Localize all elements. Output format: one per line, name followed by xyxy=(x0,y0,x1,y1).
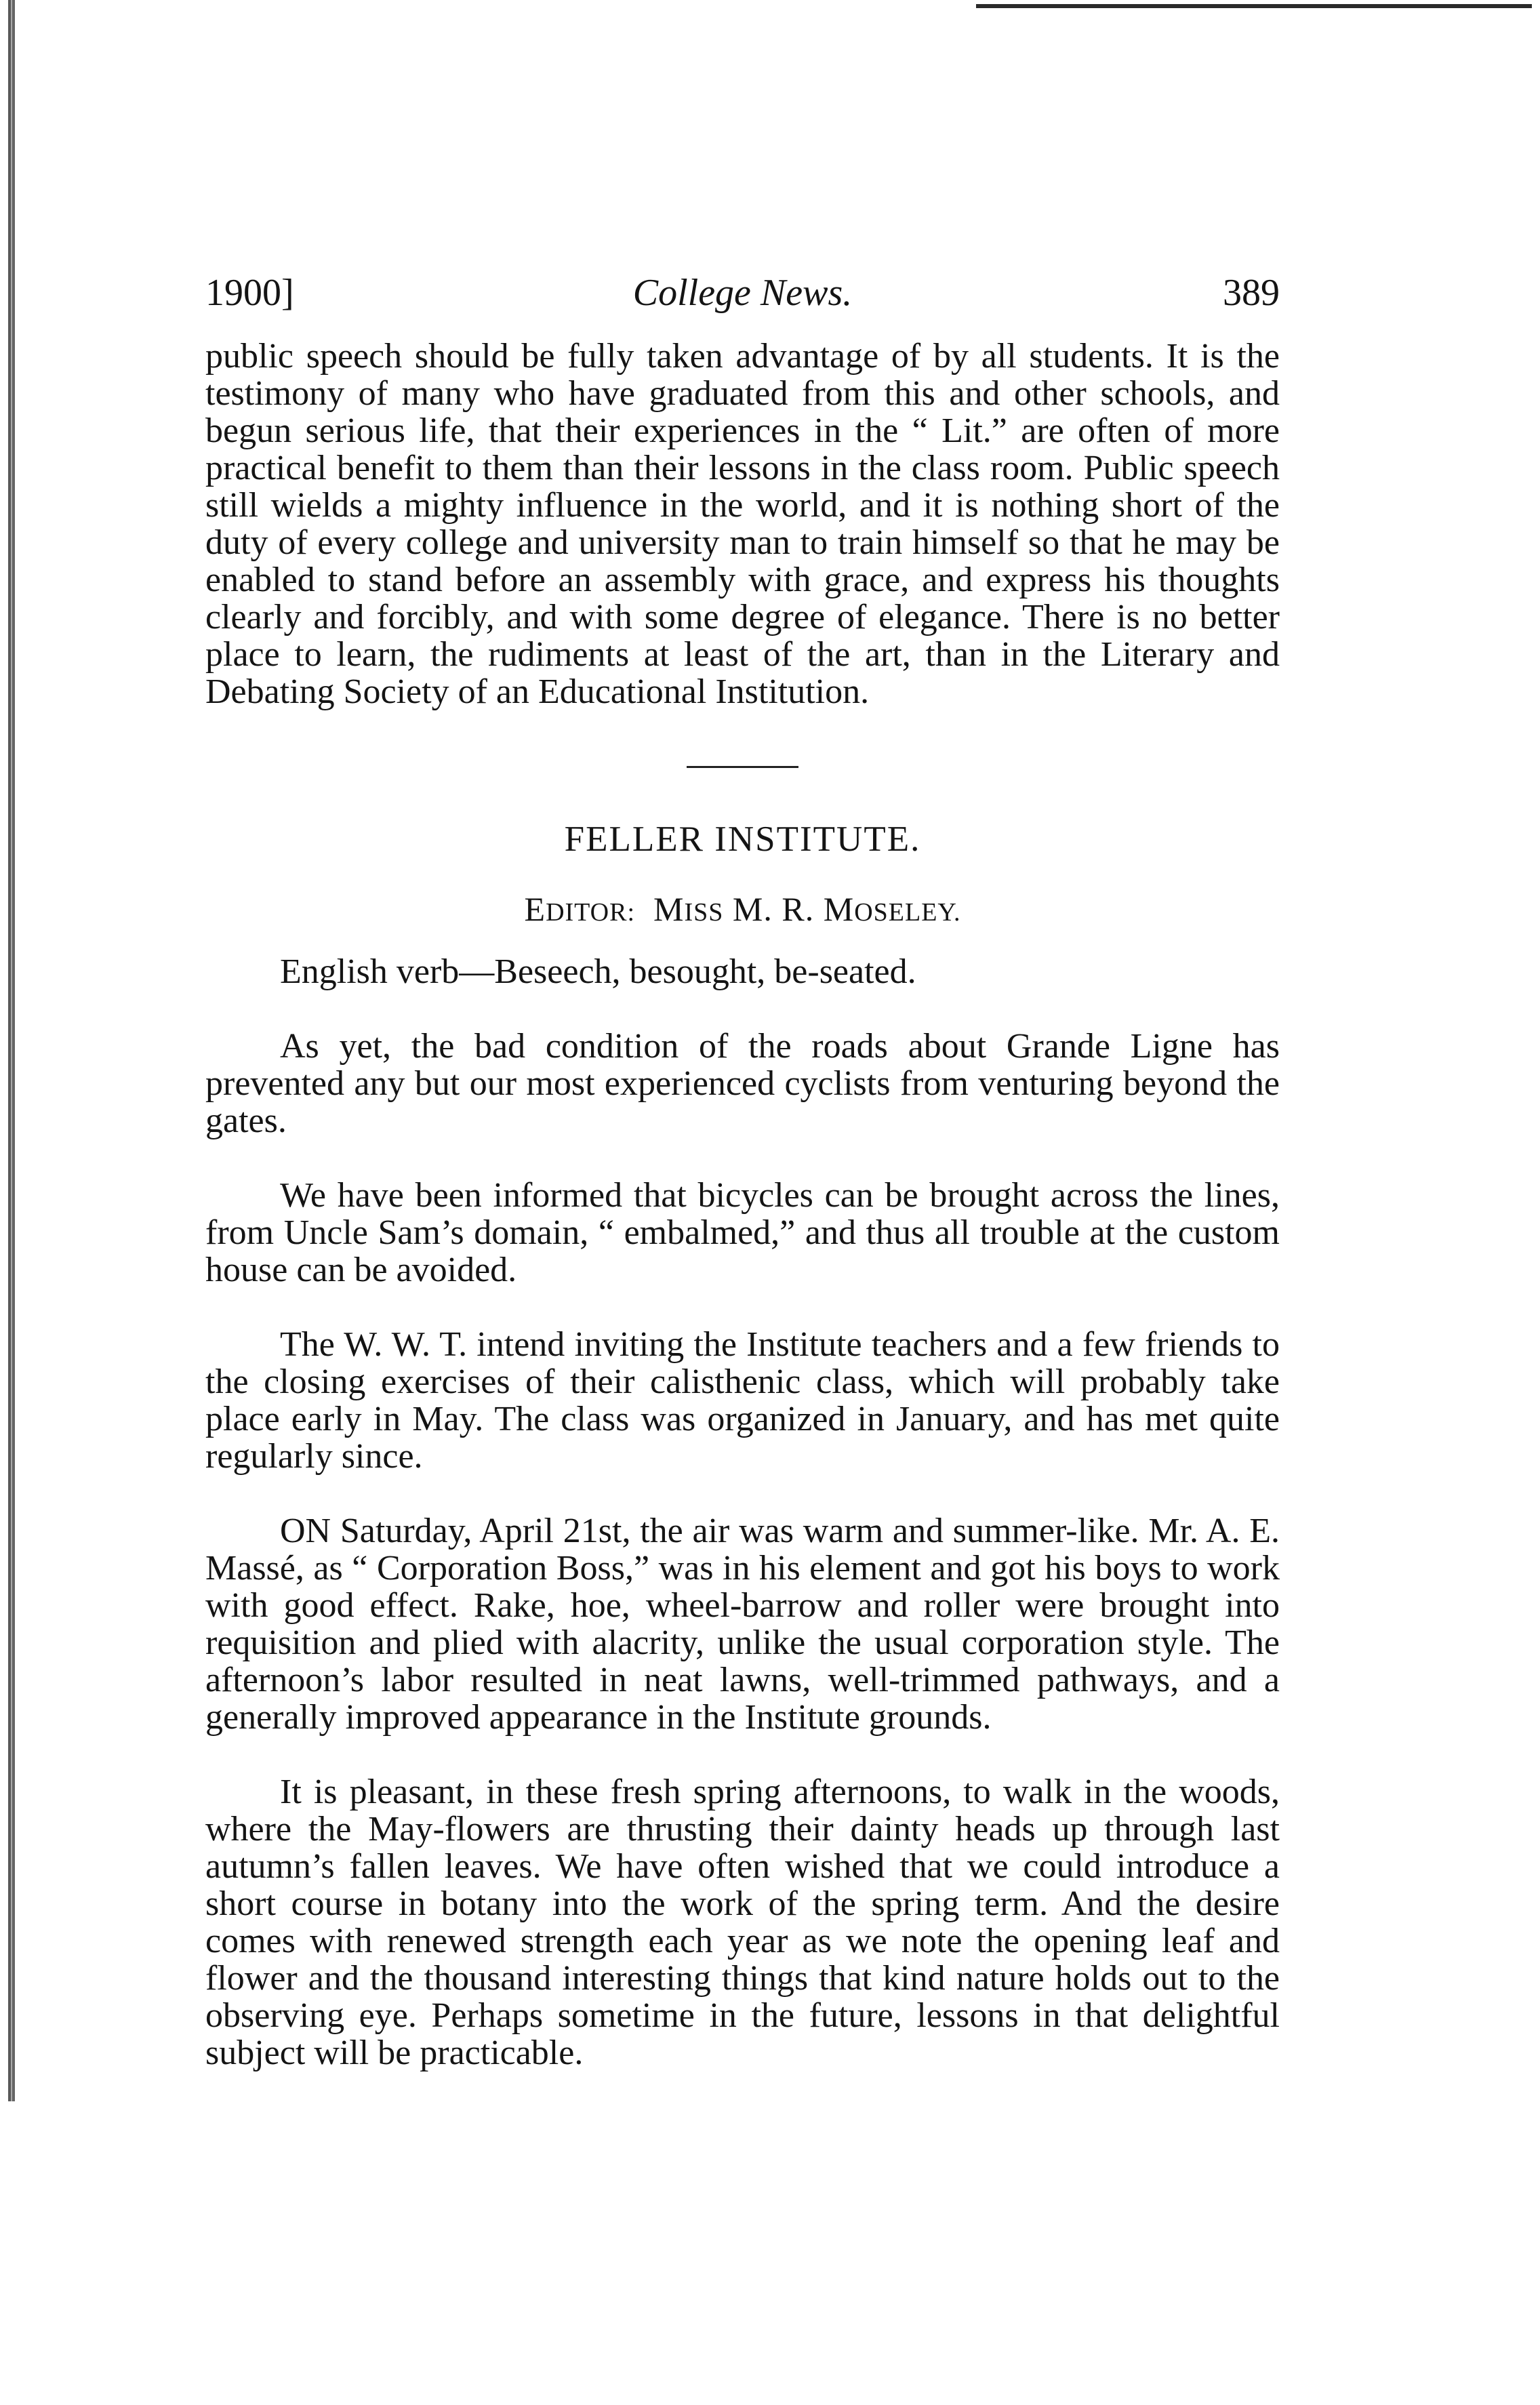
editor-title-rest: ISS xyxy=(684,898,724,927)
continued-paragraph: public speech should be fully taken advantage of by all students. It is the testimony of many who have graduated from this and other schools, and begun serious life, that their experiences in the “ Lit.” are often of more practical benefit to them than their lessons in the class room. Public speech still wields a mighty influence in the world, and it is nothing short of the duty of every college and university man to train himself so that he may be enabled to stand before an assembly with grace, and express his thoughts clearly and forcibly, and with some degree of elegance. There is no better place to learn, the rudiments at least of the art, than in the Literary and Debating Society of an Educational Institution. xyxy=(205,337,1280,711)
section-title: FELLER INSTITUTE. xyxy=(564,820,921,859)
editor-initials: M. R. xyxy=(732,890,815,928)
running-head-title: College News. xyxy=(632,272,853,314)
editor-surname-rest: OSELEY. xyxy=(854,898,961,927)
editor-label-rest: DITOR: xyxy=(546,898,636,927)
page xyxy=(205,271,1280,2071)
paragraph-roads: As yet, the bad condition of the roads about Grande Ligne has prevented any but our most experienced cyclists from venturing beyond the gates. xyxy=(205,1027,1280,1140)
paragraph-calisthenics: The W. W. T. intend inviting the Institute teachers and a few friends to the closing exercises of their calisthenic class, which will probably take place early in May. The class was organized in January, and has met quite regularly since. xyxy=(205,1325,1280,1476)
running-head-year: 1900] xyxy=(205,272,294,314)
paragraph-grounds: ON Saturday, April 21st, the air was warm and summer-like. Mr. A. E. Massé, as “ Corporation Boss,” was in his element and got his boys to work with good effect. Rake, hoe, wheel-barrow and roller were brought into requisition and plied with alacrity, unlike the usual corporation style. The afternoon’s labor resulted in neat lawns, well-trimmed pathways, and a generally improved appearance in the Institute grounds. xyxy=(205,1512,1280,1737)
editor-surname-initial: M xyxy=(823,890,855,928)
paragraph-bicycles: We have been informed that bicycles can be brought across the lines, from Uncle Sam’s domain, “ embalmed,” and thus all trouble at the custom house can be avoided. xyxy=(205,1176,1280,1289)
editor-line xyxy=(205,891,1280,931)
page-number: 389 xyxy=(1223,272,1280,314)
paragraph-verb-joke: English verb—Beseech, besought, be-seated. xyxy=(280,952,916,991)
article-body xyxy=(205,338,1280,2071)
scan-binding-edge xyxy=(8,0,15,2101)
section-divider xyxy=(687,766,798,768)
paragraph-botany: It is pleasant, in these fresh spring afternoons, to walk in the woods, where the May-flowers are thrusting their dainty heads up through last autumn’s fallen leaves. We have often wished that we could introduce a short course in botany into the work of the spring term. And the desire comes with renewed strength each year as we note the opening leaf and flower and the thousand interesting things that kind nature holds out to the observing eye. Perhaps sometime in the future, lessons in that delightful subject will be practicable. xyxy=(205,1773,1280,2072)
editor-label-initial: E xyxy=(524,890,546,928)
scan-top-rule xyxy=(976,4,1532,8)
running-head xyxy=(205,271,1280,325)
editor-title-initial: M xyxy=(653,890,685,928)
